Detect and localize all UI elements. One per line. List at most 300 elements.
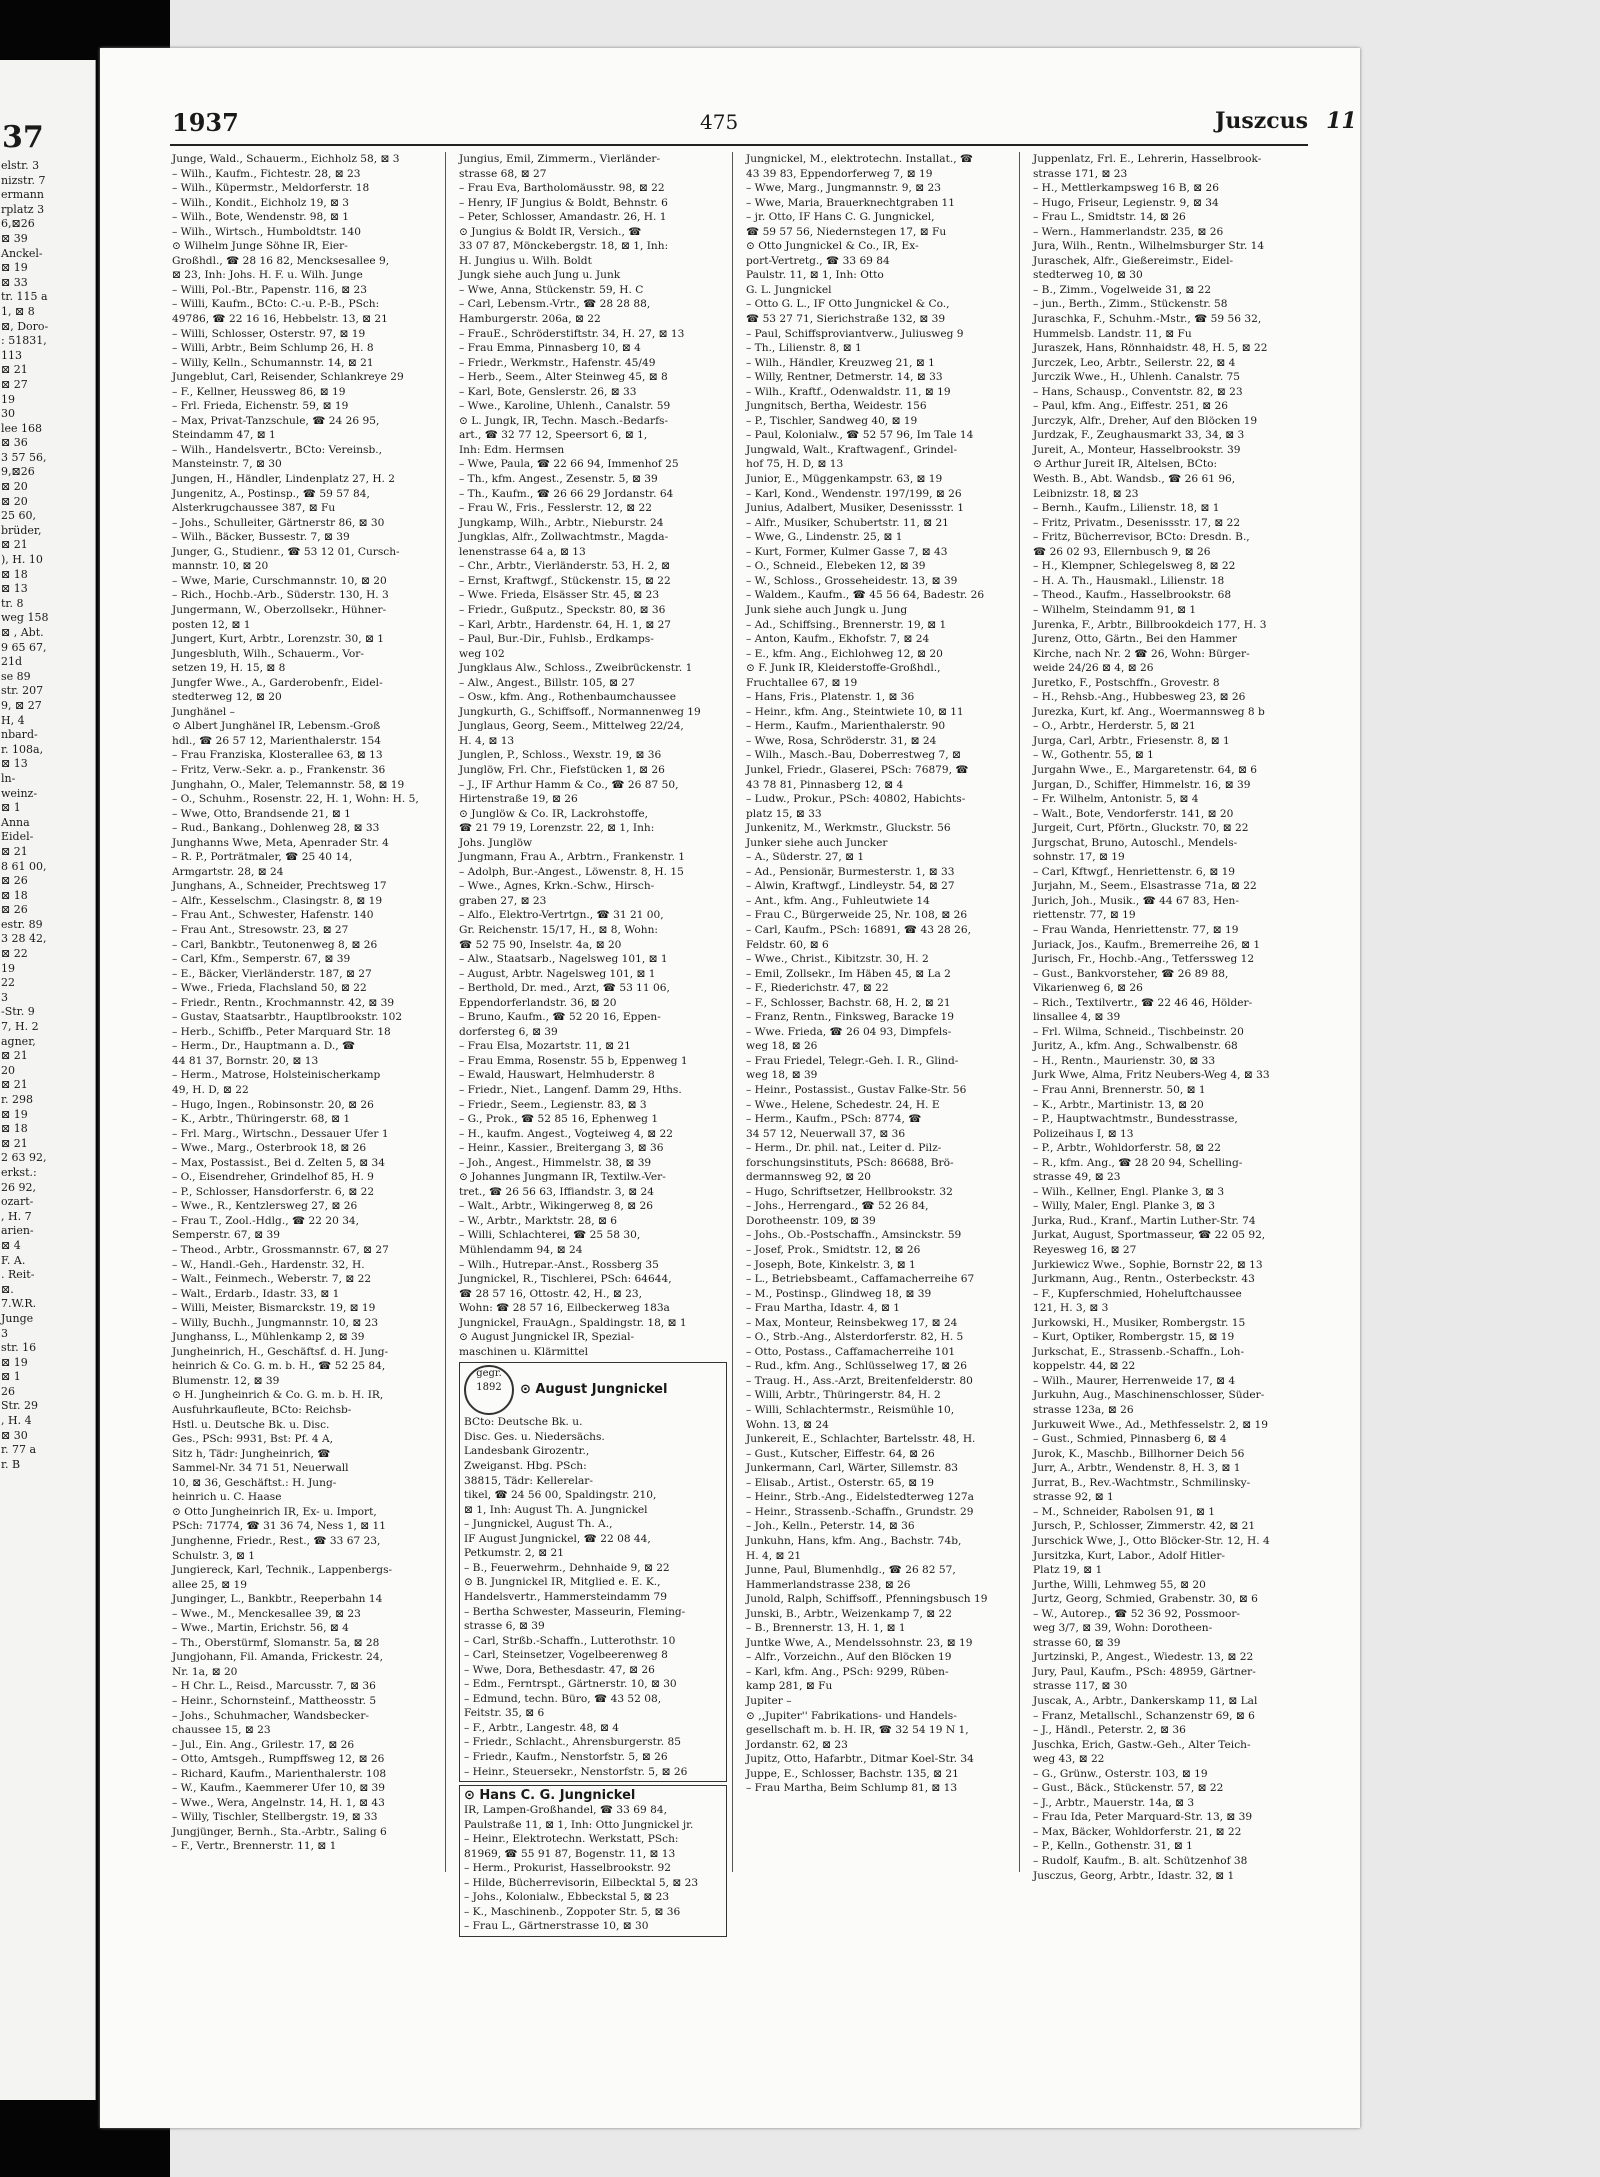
directory-entry: – Hugo, Schriftsetzer, Hellbrookstr. 32: [746, 1185, 953, 1198]
advert-line: ⊙ B. Jungnickel IR, Mitglied e. E. K.,: [464, 1576, 661, 1589]
directory-entry: – Wilh., Kellner, Engl. Planke 3, ⊠ 3: [1033, 1185, 1225, 1198]
directory-entry: – Alfr., Musiker, Schubertstr. 11, ⊠ 21: [746, 516, 949, 529]
directory-entry: – E., Bäcker, Vierländerstr. 187, ⊠ 27: [172, 967, 372, 980]
directory-entry: Juntke Wwe, A., Mendelssohnstr. 23, ⊠ 19: [746, 1636, 973, 1649]
facing-page-line: rplatz 3: [1, 202, 45, 216]
facing-page-line: -Str. 9: [1, 1005, 35, 1019]
directory-entry: allee 25, ⊠ 19: [172, 1578, 247, 1591]
directory-entry: – Th., kfm. Angest., Zesenstr. 5, ⊠ 39: [459, 473, 658, 486]
directory-entry: – Rud., kfm. Ang., Schlüsselweg 17, ⊠ 26: [746, 1360, 968, 1373]
facing-page-line: Eidel-: [1, 830, 34, 844]
directory-entry: – Willy, Tischler, Stellbergstr. 19, ⊠ 33: [172, 1811, 378, 1824]
directory-entry: – Karl, kfm. Ang., PSch: 9299, Rüben-: [746, 1665, 949, 1678]
directory-entry: Junghahn, O., Maler, Telemannstr. 58, ⊠ 19: [172, 778, 405, 791]
directory-entry: – W., Autorep., ☎ 52 36 92, Possmoor-: [1033, 1607, 1240, 1620]
directory-entry: 33 07 87, Mönckebergstr. 18, ⊠ 1, Inh:: [459, 240, 669, 253]
facing-page-line: ermann: [1, 188, 44, 202]
directory-entry: Jurka, Rud., Kranf., Martin Luther-Str. 74: [1033, 1214, 1256, 1227]
directory-entry: – P., Schlosser, Hansdorferstr. 6, ⊠ 22: [172, 1185, 375, 1198]
directory-entry: Junghänel –: [172, 705, 235, 718]
directory-entry: Steindamm 47, ⊠ 1: [172, 429, 276, 442]
facing-page-line: str. 16: [1, 1341, 37, 1355]
directory-entry: – H. A. Th., Hausmakl., Lilienstr. 18: [1033, 574, 1225, 587]
directory-entry: ⊙ Albert Junghänel IR, Lebensm.-Groß: [172, 720, 381, 733]
directory-entry: strasse 60, ⊠ 39: [1033, 1636, 1121, 1649]
directory-entry: dorfersteg 6, ⊠ 39: [459, 1025, 558, 1038]
directory-entry: – Peter, Schlosser, Amandastr. 26, H. 1: [459, 211, 667, 224]
directory-entry: Junski, B., Arbtr., Weizenkamp 7, ⊠ 22: [746, 1607, 952, 1620]
facing-page-line: ⊠ , Abt.: [1, 626, 44, 639]
directory-entry: – Frau C., Bürgerweide 25, Nr. 108, ⊠ 26: [746, 909, 968, 922]
directory-entry: Junker siehe auch Juncker: [746, 836, 888, 849]
directory-entry: – B., Brennerstr. 13, H. 1, ⊠ 1: [746, 1622, 906, 1635]
directory-entry: – Frau Friedel, Telegr.-Geh. I. R., Glind-: [746, 1054, 959, 1067]
facing-page-line: str. 207: [1, 684, 44, 698]
directory-entry: – O., Arbtr., Herderstr. 5, ⊠ 21: [1033, 720, 1196, 733]
facing-page-line: ozart-: [1, 1195, 34, 1209]
facing-page-line: 8 61 00,: [1, 859, 47, 873]
directory-entry: Juraszek, Hans, Rönnhaidstr. 48, H. 5, ⊠ 22: [1033, 342, 1268, 355]
facing-page-line: ⊠ 30: [1, 1428, 28, 1442]
directory-entry: Junghans, A., Schneider, Prechtsweg 17: [172, 880, 387, 893]
directory-entry: – Carl, Kaufm., PSch: 16891, ☎ 43 28 26,: [746, 923, 972, 936]
directory-entry: Juritz, A., kfm. Ang., Schwalbenstr. 68: [1033, 1040, 1238, 1053]
facing-page-line: ⊠ 21: [1, 1136, 28, 1150]
directory-entry: Juppe, E., Schlosser, Bachstr. 135, ⊠ 21: [746, 1767, 959, 1780]
advert-line: Feitstr. 35, ⊠ 6: [464, 1707, 545, 1720]
directory-entry: Jungnitsch, Bertha, Weidestr. 156: [746, 400, 927, 413]
directory-entry: – Th., Oberstürmf, Slomanstr. 5a, ⊠ 28: [172, 1636, 380, 1649]
directory-entry: – Kurt, Former, Kulmer Gasse 7, ⊠ 43: [746, 545, 948, 558]
directory-entry: – Kurt, Optiker, Rombergstr. 15, ⊠ 19: [1033, 1331, 1235, 1344]
directory-entry: – Wilh., Kraftf., Odenwaldstr. 11, ⊠ 19: [746, 385, 951, 398]
directory-entry: – Rich., Textilvertr., ☎ 22 46 46, Hölder-: [1033, 996, 1253, 1009]
facing-page-line: 2 63 92,: [1, 1151, 47, 1165]
advert-line: – Johs., Kolonialw., Ebbeckstal 5, ⊠ 23: [464, 1891, 670, 1904]
advert-firm-name: ⊙ August Jungnickel: [520, 1382, 668, 1398]
directory-columns: [172, 152, 1312, 1933]
directory-entry: ⊙ Wilhelm Junge Söhne IR, Eier-: [172, 240, 348, 253]
directory-entry: Jurschick Wwe, J., Otto Blöcker-Str. 12, H. 4: [1033, 1534, 1270, 1547]
directory-entry: ⊙ ,,Jupiter'' Fabrikations- und Handels-: [746, 1709, 957, 1722]
directory-entry: 49786, ☎ 22 16 16, Hebbelstr. 13, ⊠ 21: [172, 313, 388, 326]
directory-entry: Dorotheenstr. 109, ⊠ 39: [746, 1214, 876, 1227]
directory-entry: – Gust., Bankvorsteher, ☎ 26 89 88,: [1033, 967, 1229, 980]
directory-entry: Jurgeit, Curt, Pförtn., Gluckstr. 70, ⊠ 22: [1033, 822, 1249, 835]
directory-entry: Jungfer Wwe., A., Garderobenfr., Eidel-: [172, 676, 383, 689]
directory-entry: – Elisab., Artist., Osterstr. 65, ⊠ 19: [746, 1476, 934, 1489]
advert-line: 38815, Tädr: Kellerelar-: [464, 1474, 593, 1487]
directory-entry: ☎ 53 27 71, Sierichstraße 132, ⊠ 39: [746, 313, 946, 326]
directory-entry: – Rud., Bankang., Dohlenweg 28, ⊠ 33: [172, 822, 380, 835]
directory-entry: – Paul, Kolonialw., ☎ 52 57 96, Im Tale 14: [746, 429, 974, 442]
facing-page-line: r. 298: [1, 1093, 34, 1106]
directory-entry: – Heinr., Schornsteinf., Mattheosstr. 5: [172, 1694, 377, 1707]
directory-entry: – Rich., Hochb.-Arb., Süderstr. 130, H. 3: [172, 589, 389, 602]
directory-entry: Jurtz, Georg, Schmied, Grabenstr. 30, ⊠ 6: [1033, 1593, 1258, 1606]
directory-entry: – Wwe. Frieda, ☎ 26 04 93, Dimpfels-: [746, 1025, 952, 1038]
directory-entry: – Wilh., Kondit., Eichholz 19, ⊠ 3: [172, 196, 350, 209]
directory-entry: – Carl, Kftwgf., Henriettenstr. 6, ⊠ 19: [1033, 865, 1236, 878]
directory-entry: H. 4, ⊠ 21: [746, 1549, 802, 1562]
directory-entry: Jungwald, Walt., Kraftwagenf., Grindel-: [746, 443, 958, 456]
directory-entry: Jurkat, August, Sportmasseur, ☎ 22 05 92,: [1033, 1229, 1266, 1242]
directory-entry: – Alw., Staatsarb., Nagelsweg 101, ⊠ 1: [459, 953, 668, 966]
directory-entry: Juretko, F., Postschffn., Grovestr. 8: [1033, 676, 1220, 689]
facing-page-line: ⊠.: [1, 1282, 14, 1296]
directory-entry: heinrich & Co. G. m. b. H., ☎ 52 25 84,: [172, 1360, 386, 1373]
directory-entry: – Wwe, Anna, Stückenstr. 59, H. C: [459, 283, 644, 296]
facing-page-line: ⊠ 21: [1, 1078, 28, 1092]
directory-entry: setzen 19, H. 15, ⊠ 8: [172, 662, 286, 675]
directory-entry: ☎ 59 57 56, Niedernstegen 17, ⊠ Fu: [746, 225, 947, 238]
directory-entry: – Paul, kfm. Ang., Eiffestr. 251, ⊠ 26: [1033, 400, 1228, 413]
facing-page-line: , H. 4: [1, 1414, 32, 1428]
directory-entry: weide 24/26 ⊠ 4, ⊠ 26: [1033, 662, 1154, 675]
directory-entry: Hamburgerstr. 206a, ⊠ 22: [459, 313, 601, 326]
directory-entry: – Willy, Kelln., Schumannstr. 14, ⊠ 21: [172, 356, 374, 369]
directory-entry: – Frau Elsa, Mozartstr. 11, ⊠ 21: [459, 1040, 631, 1053]
advert-line: ⊠ 1, Inh: August Th. A. Jungnickel: [464, 1503, 648, 1516]
directory-entry: Jureit, A., Monteur, Hasselbrookstr. 39: [1033, 443, 1241, 456]
facing-page-line: 22: [1, 976, 15, 990]
directory-entry: Juraschka, F., Schuhm.-Mstr., ☎ 59 56 32,: [1033, 313, 1262, 326]
directory-entry: – Frau Wanda, Henriettenstr. 77, ⊠ 19: [1033, 923, 1239, 936]
directory-entry: Jura, Wilh., Rentn., Wilhelmsburger Str. 14: [1033, 240, 1265, 253]
directory-entry: Junkenitz, M., Werkmstr., Gluckstr. 56: [746, 822, 951, 835]
directory-entry: – jr. Otto, IF Hans C. G. Jungnickel,: [746, 211, 935, 224]
directory-entry: – Wilh., Masch.-Bau, Doberrestweg 7, ⊠: [746, 749, 961, 762]
directory-entry: ⊙ Jungius & Boldt IR, Versich., ☎: [459, 225, 642, 238]
facing-page-line: 3 28 42,: [1, 932, 47, 946]
directory-entry: – Wwe., Frieda, Flachsland 50, ⊠ 22: [172, 982, 367, 995]
directory-entry: – Wwe., Martin, Erichstr. 56, ⊠ 4: [172, 1622, 349, 1635]
directory-entry: Jurjahn, M., Seem., Elsastrasse 71a, ⊠ 22: [1033, 880, 1257, 893]
facing-page-line: se 89: [1, 669, 31, 683]
directory-entry: – Frl. Frieda, Eichenstr. 59, ⊠ 19: [172, 400, 349, 413]
directory-entry: Sitz h, Tädr: Jungheinrich, ☎: [172, 1447, 331, 1460]
directory-entry: – Willi, Pol.-Btr., Papenstr. 116, ⊠ 23: [172, 283, 367, 296]
directory-entry: – Ad., Pensionär, Burmesterstr. 1, ⊠ 33: [746, 865, 955, 878]
facing-page-line: ⊠ 20: [1, 480, 28, 494]
directory-entry: – Johs., Schuhmacher, Wandsbecker-: [172, 1709, 369, 1722]
directory-entry: – Wwe, Paula, ☎ 22 66 94, Immenhof 25: [459, 458, 679, 471]
facing-page-line: 30: [1, 407, 15, 421]
facing-page-line: 21d: [1, 655, 23, 669]
directory-entry: Junius, Adalbert, Musiker, Desenissstr. 1: [746, 502, 964, 515]
directory-entry: Jungius, Emil, Zimmerm., Vierländer-: [459, 153, 661, 165]
facing-page-line: Anckel-: [1, 246, 43, 260]
directory-entry: – Emil, Zollsekr., Im Häben 45, ⊠ La 2: [746, 967, 951, 980]
directory-entry: Jungermann, W., Oberzollsekr., Hühner-: [172, 603, 387, 616]
directory-entry: – Friedr., Werkmstr., Hafenstr. 45/49: [459, 356, 656, 369]
directory-entry: – E., kfm. Ang., Eichlohweg 12, ⊠ 20: [746, 647, 943, 660]
directory-entry: Jurtzinski, P., Angest., Wiedestr. 13, ⊠ 22: [1033, 1651, 1254, 1664]
directory-entry: Paulstr. 11, ⊠ 1, Inh: Otto: [746, 269, 884, 282]
directory-entry: Jupitz, Otto, Hafarbtr., Ditmar Koel-Str. 34: [746, 1753, 974, 1766]
facing-page-line: H, 4: [1, 713, 25, 727]
directory-entry: – H., Mettlerkampsweg 16 B, ⊠ 26: [1033, 182, 1219, 195]
directory-entry: Jungert, Kurt, Arbtr., Lorenzstr. 30, ⊠ 1: [172, 633, 384, 646]
facing-page-line: 3 57 56,: [1, 450, 47, 464]
directory-entry: – R., kfm. Ang., ☎ 28 20 94, Schelling-: [1033, 1156, 1243, 1169]
directory-entry: Jungnickel, R., Tischlerei, PSch: 64644,: [459, 1273, 672, 1286]
directory-entry: – R. P., Porträtmaler, ☎ 25 40 14,: [172, 851, 353, 864]
directory-entry: weg 18, ⊠ 39: [746, 1069, 818, 1082]
directory-entry: – F., Schlosser, Bachstr. 68, H. 2, ⊠ 21: [746, 996, 951, 1009]
facing-page-line: ⊠ 1: [1, 801, 21, 815]
directory-entry: Jordanstr. 62, ⊠ 23: [746, 1738, 848, 1751]
directory-entry: – Walt., Feinmech., Weberstr. 7, ⊠ 22: [172, 1273, 372, 1286]
directory-entry: Jungeblut, Carl, Reisender, Schlankreye 29: [172, 371, 404, 384]
directory-entry: Jurga, Carl, Arbtr., Friesenstr. 8, ⊠ 1: [1033, 734, 1230, 747]
directory-entry: – O., Schuhm., Rosenstr. 22, H. 1, Wohn: H. 5,: [172, 793, 419, 806]
directory-entry: Junghenne, Friedr., Rest., ☎ 33 67 23,: [172, 1534, 381, 1547]
directory-entry: Hammerlandstrasse 238, ⊠ 26: [746, 1578, 911, 1591]
directory-entry: chaussee 15, ⊠ 23: [172, 1724, 271, 1737]
directory-entry: Junglöw, Frl. Chr., Fiefstücken 1, ⊠ 26: [459, 763, 665, 776]
directory-entry: – Ernst, Kraftwgf., Stückenstr. 15, ⊠ 22: [459, 574, 671, 587]
facing-page-line: 20: [1, 1063, 15, 1077]
facing-page-line: ⊠ 20: [1, 494, 28, 508]
directory-entry: Jungnickel, M., elektrotechn. Installat., ☎: [746, 153, 974, 165]
directory-entry: – Wwe, Marie, Curschmannstr. 10, ⊠ 20: [172, 574, 387, 587]
directory-entry: ⊙ H. Jungheinrich & Co. G. m. b. H. IR,: [172, 1389, 384, 1402]
section-number: 11: [1326, 108, 1357, 134]
directory-entry: Jungklaus Alw., Schloss., Zweibrückenstr. 1: [459, 662, 693, 675]
directory-entry: Feldstr. 60, ⊠ 6: [746, 938, 829, 951]
directory-entry: ☎ 28 57 16, Ottostr. 42, H., ⊠ 23,: [459, 1287, 643, 1300]
directory-entry: – B., Zimm., Vogelweide 31, ⊠ 22: [1033, 283, 1212, 296]
directory-entry: – P., Arbtr., Wohldorferstr. 58, ⊠ 22: [1033, 1142, 1222, 1155]
directory-entry: – Max, Monteur, Reinsbekweg 17, ⊠ 24: [746, 1316, 958, 1329]
directory-entry: – Th., Lilienstr. 8, ⊠ 1: [746, 342, 862, 355]
firm-advert: [459, 1785, 727, 1937]
directory-entry: – Frau Franziska, Klosterallee 63, ⊠ 13: [172, 749, 383, 762]
advert-line: – B., Feuerwehrm., Dehnhaide 9, ⊠ 22: [464, 1561, 670, 1574]
facing-page-line: ⊠ 21: [1, 1049, 28, 1063]
directory-entry: – Frl. Marg., Wirtschn., Dessauer Ufer 1: [172, 1127, 389, 1140]
facing-page-line: nbard-: [1, 728, 38, 742]
directory-entry: – Jul., Ein. Ang., Grilestr. 17, ⊠ 26: [172, 1738, 355, 1751]
directory-entry: Jurkuweit Wwe., Ad., Methfesselstr. 2, ⊠ 19: [1033, 1418, 1269, 1431]
directory-entry: Jungjünger, Bernh., Sta.-Arbtr., Saling 6: [172, 1825, 387, 1838]
facing-page-line: 19: [1, 392, 15, 406]
directory-entry: – Fritz, Verw.-Sekr. a. p., Frankenstr. 36: [172, 763, 386, 776]
directory-entry: riettenstr. 77, ⊠ 19: [1033, 909, 1136, 922]
directory-entry: – Walt., Bote, Vendorferstr. 141, ⊠ 20: [1033, 807, 1234, 820]
directory-entry: – Wwe, Rosa, Schröderstr. 31, ⊠ 24: [746, 734, 937, 747]
directory-entry: – Carl, Lebensm.-Vrtr., ☎ 28 28 88,: [459, 298, 651, 311]
directory-entry: Jungklas, Alfr., Zollwachtmstr., Magda-: [459, 531, 669, 544]
advert-line: IR, Lampen-Großhandel, ☎ 33 69 84,: [464, 1804, 667, 1817]
directory-entry: – Herm., Dr. phil. nat., Leiter d. Pilz-: [746, 1142, 942, 1155]
directory-entry: – Herb., Schiffb., Peter Marquard Str. 18: [172, 1025, 391, 1038]
directory-entry: – H., Rehsb.-Ang., Hubbesweg 23, ⊠ 26: [1033, 691, 1246, 704]
directory-entry: – Wwe., Karoline, Uhlenh., Canalstr. 59: [459, 400, 671, 413]
facing-page-line: ⊠ 13: [1, 757, 28, 771]
facing-page-line: 3: [1, 1326, 8, 1340]
directory-entry: – Franz, Rentn., Finksweg, Baracke 19: [746, 1011, 955, 1024]
facing-page-line: erkst.:: [1, 1165, 37, 1179]
facing-page-line: ⊠ 21: [1, 363, 28, 377]
directory-entry: – P., Hauptwachtmstr., Bundesstrasse,: [1033, 1113, 1238, 1126]
directory-entry: Jungk siehe auch Jung u. Junk: [459, 269, 621, 282]
directory-entry: – Fritz, Privatm., Desenissstr. 17, ⊠ 22: [1033, 516, 1241, 529]
directory-entry: – Alw., Angest., Billstr. 105, ⊠ 27: [459, 676, 635, 689]
directory-entry: – Herm., Kaufm., PSch: 8774, ☎: [746, 1113, 922, 1126]
facing-page-line: . Reit-: [1, 1268, 35, 1282]
directory-entry: – Willy, Maler, Engl. Planke 3, ⊠ 3: [1033, 1200, 1215, 1213]
facing-page-line: ⊠ 26: [1, 903, 28, 917]
advert-line: tikel, ☎ 24 56 00, Spaldingstr. 210,: [464, 1489, 657, 1502]
directory-entry: Jurezka, Kurt, kf. Ang., Woermannsweg 8 b: [1033, 705, 1265, 718]
directory-entry: ☎ 21 79 19, Lorenzstr. 22, ⊠ 1, Inh:: [459, 822, 655, 835]
facing-page-line: ⊠ 13: [1, 582, 28, 596]
directory-entry: Junkuhn, Hans, kfm. Ang., Bachstr. 74b,: [746, 1534, 962, 1547]
directory-entry: – Richard, Kaufm., Marienthalerstr. 108: [172, 1767, 387, 1780]
directory-entry: – Fr. Wilhelm, Antonistr. 5, ⊠ 4: [1033, 793, 1199, 806]
directory-entry: 121, H. 3, ⊠ 3: [1033, 1302, 1109, 1315]
directory-entry: – Carl, Bankbtr., Teutonenweg 8, ⊠ 26: [172, 938, 378, 951]
facing-page-line: 25 60,: [1, 509, 36, 523]
directory-entry: Junghanss, L., Mühlenkamp 2, ⊠ 39: [172, 1331, 365, 1344]
directory-entry: Fruchtallee 67, ⊠ 19: [746, 676, 858, 689]
directory-entry: – Heinr., kfm. Ang., Steintwiete 10, ⊠ 11: [746, 705, 964, 718]
directory-entry: H. 4, ⊠ 13: [459, 734, 515, 747]
facing-page-line: tr. 8: [1, 596, 24, 610]
facing-page-line: ⊠ 19: [1, 1355, 28, 1369]
facing-page-line: , H. 7: [1, 1209, 32, 1223]
directory-entry: – Frau Eva, Bartholomäusstr. 98, ⊠ 22: [459, 182, 665, 195]
facing-page-line: 1, ⊠ 8: [1, 304, 35, 318]
directory-entry: ⊙ F. Junk IR, Kleiderstoffe-Großhdl.,: [746, 662, 941, 675]
directory-entry: – Frau T., Zool.-Hdlg., ☎ 22 20 34,: [172, 1214, 360, 1227]
advert-line: – F., Arbtr., Langestr. 48, ⊠ 4: [464, 1721, 619, 1734]
directory-entry: – H., Rentn., Maurienstr. 30, ⊠ 33: [1033, 1054, 1216, 1067]
directory-entry: Juraschek, Alfr., Gießereimstr., Eidel-: [1033, 254, 1234, 267]
directory-entry: – W., Kaufm., Kaemmerer Ufer 10, ⊠ 39: [172, 1782, 386, 1795]
directory-entry: – Th., Kaufm., ☎ 26 66 29 Jordanstr. 64: [459, 487, 674, 500]
directory-entry: – H., Klempner, Schlegelsweg 8, ⊠ 22: [1033, 560, 1236, 573]
directory-entry: Jury, Paul, Kaufm., PSch: 48959, Gärtner-: [1033, 1665, 1256, 1678]
directory-entry: dermannsweg 92, ⊠ 20: [746, 1171, 871, 1184]
advert-line: Handelsvertr., Hammersteindamm 79: [464, 1590, 668, 1603]
directory-entry: ⊠ 23, Inh: Johs. H. F. u. Wilh. Junge: [172, 269, 363, 282]
directory-entry: – J., Arbtr., Mauerstr. 14a, ⊠ 3: [1033, 1796, 1195, 1809]
directory-entry: Jurr, A., Arbtr., Wendenstr. 8, H. 3, ⊠ 1: [1033, 1462, 1241, 1475]
directory-entry: Hirtenstraße 19, ⊠ 26: [459, 793, 578, 806]
directory-entry: – O., Schneid., Elebeken 12, ⊠ 39: [746, 560, 926, 573]
directory-entry: stedterweg 10, ⊠ 30: [1033, 269, 1143, 282]
facing-page-line: weinz-: [1, 786, 38, 800]
advert-line: – Jungnickel, August Th. A.,: [464, 1518, 613, 1531]
firm-advert: [459, 1362, 727, 1782]
directory-entry: – Frl. Wilma, Schneid., Tischbeinstr. 20: [1033, 1025, 1244, 1038]
directory-entry: sohnstr. 17, ⊠ 19: [1033, 851, 1125, 864]
directory-entry: Jurczek, Leo, Arbtr., Seilerstr. 22, ⊠ 4: [1033, 356, 1236, 369]
directory-entry: – Wilhelm, Steindamm 91, ⊠ 1: [1033, 603, 1197, 616]
directory-entry: – Bernh., Kaufm., Lilienstr. 18, ⊠ 1: [1033, 502, 1220, 515]
directory-entry: Johs. Junglöw: [459, 836, 533, 849]
advert-line: – Heinr., Elektrotechn. Werkstatt, PSch:: [464, 1833, 679, 1846]
facing-page-line: : 51831,: [1, 334, 47, 348]
directory-entry: stedterweg 12, ⊠ 20: [172, 691, 282, 704]
facing-page-line: 26: [1, 1384, 15, 1398]
directory-entry: – Anton, Kaufm., Ekhofstr. 7, ⊠ 24: [746, 633, 930, 646]
directory-entry: – Frau Emma, Pinnasberg 10, ⊠ 4: [459, 342, 641, 355]
facing-page-line: weg 158: [1, 611, 49, 625]
directory-entry: Jurdzak, F., Zeughausmarkt 33, 34, ⊠ 3: [1033, 429, 1245, 442]
directory-entry: strasse 92, ⊠ 1: [1033, 1491, 1114, 1504]
directory-entry: – Wwe., M., Menckesallee 39, ⊠ 23: [172, 1607, 361, 1620]
directory-entry: Junior, E., Müggenkampstr. 63, ⊠ 19: [746, 473, 943, 486]
directory-entry: – Hugo, Friseur, Legienstr. 9, ⊠ 34: [1033, 196, 1219, 209]
directory-entry: – Wilh., Händler, Kreuzweg 21, ⊠ 1: [746, 356, 935, 369]
directory-entry: Junk siehe auch Jungk u. Jung: [746, 603, 908, 616]
directory-entry: – Wilh., Handelsvertr., BCto: Vereinsb.,: [172, 443, 383, 456]
directory-entry: – Wwe., Helene, Schedestr. 24, H. E: [746, 1098, 940, 1111]
advert-line: BCto: Deutsche Bk. u.: [464, 1416, 583, 1429]
facing-page-line: ⊠ 36: [1, 436, 28, 450]
directory-entry: tret., ☎ 26 56 63, Iffiandstr. 3, ⊠ 24: [459, 1185, 654, 1198]
advert-line: Disc. Ges. u. Niedersächs.: [464, 1430, 605, 1443]
directory-entry: Jurisch, Fr., Hochb.-Ang., Tetferssweg 12: [1033, 953, 1255, 966]
directory-entry: – Willy, Buchh., Jungmannstr. 10, ⊠ 23: [172, 1316, 379, 1329]
directory-entry: hdl., ☎ 26 57 12, Marienthalerstr. 154: [172, 734, 381, 747]
directory-entry: – Fritz, Bücherrevisor, BCto: Dresdn. B.,: [1033, 531, 1250, 544]
directory-entry: – Karl, Kond., Wendenstr. 197/199, ⊠ 26: [746, 487, 962, 500]
advert-line: – Carl, Steinsetzer, Vogelbeerenweg 8: [464, 1649, 668, 1662]
directory-entry: Jurkowski, H., Musiker, Rombergstr. 15: [1033, 1316, 1246, 1329]
directory-page: [100, 48, 1360, 2128]
facing-page-header: 37: [2, 120, 44, 155]
facing-page-line: 7, H. 2: [1, 1020, 39, 1034]
directory-entry: – Karl, Arbtr., Hardenstr. 64, H. 1, ⊠ 27: [459, 618, 672, 631]
directory-entry: – Alfr., Vorzeichn., Auf den Blöcken 19: [746, 1651, 952, 1664]
directory-entry: – Chr., Arbtr., Vierländerstr. 53, H. 2, ⊠: [459, 560, 671, 573]
directory-entry: – G., Prok., ☎ 52 85 16, Ephenweg 1: [459, 1113, 659, 1126]
facing-page-line: brüder,: [1, 523, 42, 537]
directory-entry: Semperstr. 67, ⊠ 39: [172, 1229, 280, 1242]
directory-entry: – A., Süderstr. 27, ⊠ 1: [746, 851, 865, 864]
directory-entry: Armgartstr. 28, ⊠ 24: [172, 865, 284, 878]
directory-entry: lenenstrasse 64 a, ⊠ 13: [459, 545, 586, 558]
directory-entry: strasse 49, ⊠ 23: [1033, 1171, 1121, 1184]
directory-entry: – Wwe. Frieda, Elsässer Str. 45, ⊠ 23: [459, 589, 660, 602]
directory-entry: – Paul, Bur.-Dir., Fuhlsb., Erdkamps-: [459, 633, 654, 646]
facing-page-line: arien-: [1, 1224, 34, 1238]
directory-entry: – Walt., Arbtr., Wikingerweg 8, ⊠ 26: [459, 1200, 653, 1213]
facing-page-line: ⊠ 21: [1, 844, 28, 858]
directory-entry: – Waldem., Kaufm., ☎ 45 56 64, Badestr. 26: [746, 589, 985, 602]
directory-entry: Ges., PSch: 9931, Bst: Pf. 4 A,: [172, 1433, 333, 1446]
directory-entry: heinrich u. C. Haase: [172, 1491, 282, 1504]
directory-entry: – Ant., kfm. Ang., Fuhleutwiete 14: [746, 894, 930, 907]
directory-entry: Junne, Paul, Blumenhdlg., ☎ 26 82 57,: [746, 1564, 956, 1577]
facing-page-line: ln-: [1, 771, 16, 785]
directory-entry: – Herb., Seem., Alter Steinweg 45, ⊠ 8: [459, 371, 668, 384]
directory-entry: – Gust., Kutscher, Eiffestr. 64, ⊠ 26: [746, 1447, 935, 1460]
directory-entry: Jurthe, Willi, Lehmweg 55, ⊠ 20: [1033, 1578, 1206, 1591]
directory-entry: – Ad., Schiffsing., Brennerstr. 19, ⊠ 1: [746, 618, 947, 631]
directory-entry: Jurczik Wwe., H., Uhlenh. Canalstr. 75: [1033, 371, 1241, 384]
directory-entry: 43 78 81, Pinnasberg 12, ⊠ 4: [746, 778, 904, 791]
directory-entry: – Heinr., Postassist., Gustav Falke-Str. 56: [746, 1084, 967, 1096]
page-header: [100, 108, 1360, 144]
directory-entry: 43 39 83, Eppendorferweg 7, ⊠ 19: [746, 167, 933, 180]
directory-entry: Jurok, K., Maschb., Billhorner Deich 56: [1033, 1447, 1245, 1460]
